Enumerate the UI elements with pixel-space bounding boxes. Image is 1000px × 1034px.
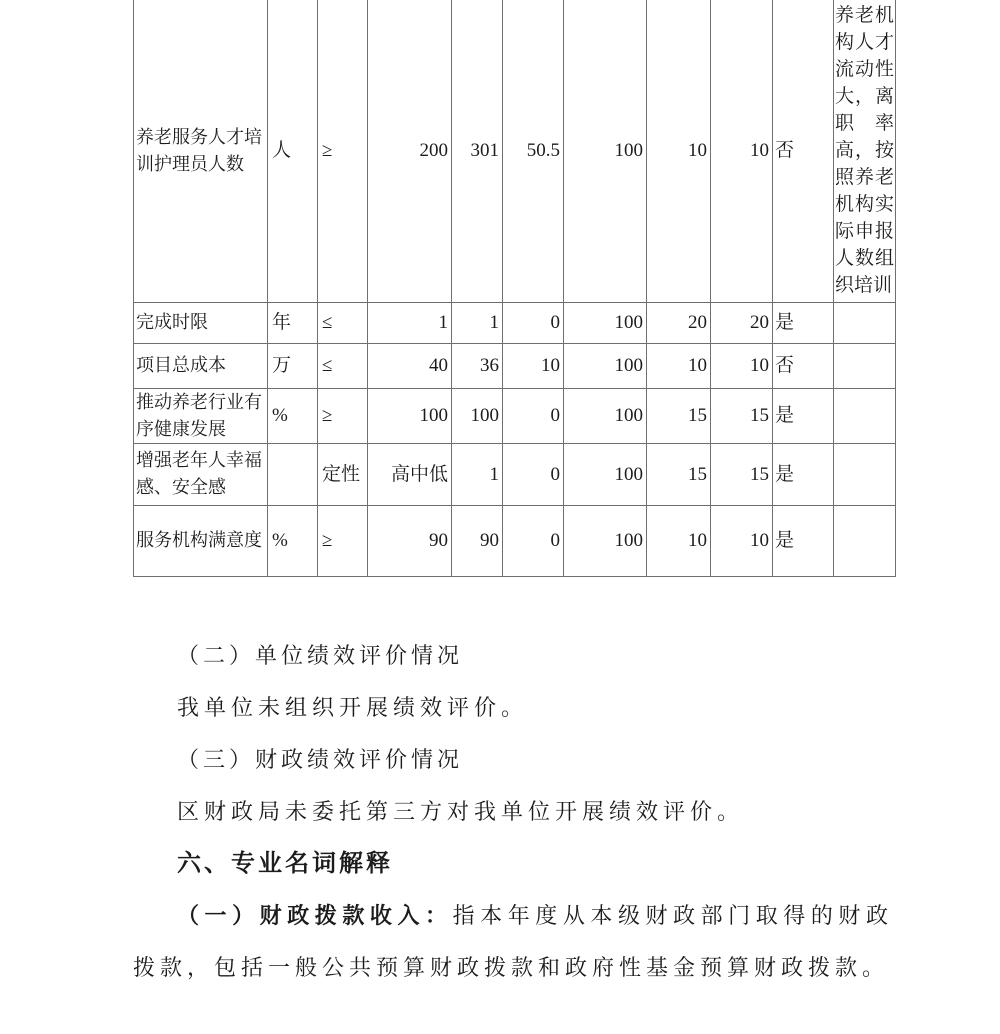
cell-deviation-note	[834, 505, 896, 576]
cell-target-value: 200	[368, 0, 452, 302]
cell-deviation: 0	[503, 443, 564, 505]
cell-target-value: 40	[368, 343, 452, 388]
cell-achieved-flag: 是	[773, 388, 834, 443]
cell-achieved-flag: 是	[773, 302, 834, 343]
heading-unit-evaluation: （二）单位绩效评价情况	[177, 642, 464, 668]
cell-score-rate: 100	[564, 302, 647, 343]
cell-actual-value: 1	[452, 302, 503, 343]
cell-actual-value: 36	[452, 343, 503, 388]
cell-deviation-note	[834, 388, 896, 443]
cell-deviation: 0	[503, 302, 564, 343]
cell-achieved-flag: 是	[773, 443, 834, 505]
table-row	[134, 505, 896, 576]
cell-direction: 定性	[318, 443, 368, 505]
cell-actual-value: 100	[452, 388, 503, 443]
body-text	[133, 630, 893, 994]
table-row	[134, 302, 896, 343]
cell-target-value: 1	[368, 302, 452, 343]
table-row	[134, 0, 896, 302]
cell-deviation-note: 养老机构人才流动性大，离职率高，按照养老机构实际申报人数组织培训	[834, 0, 896, 302]
cell-direction: ≥	[318, 505, 368, 576]
cell-deviation: 0	[503, 505, 564, 576]
term-1-definition: 指本年度从本级财政部门取得的财政拨款，包括一般公共预算财政拨款和政府性基金预算财政拨款。	[133, 902, 893, 980]
cell-indicator-name: 项目总成本	[134, 343, 268, 388]
cell-target-value: 高中低	[368, 443, 452, 505]
term-1-title: （一）财政拨款收入：	[177, 902, 453, 928]
cell-unit: 年	[268, 302, 318, 343]
cell-deviation-note	[834, 343, 896, 388]
cell-points: 10	[711, 343, 773, 388]
cell-deviation-note	[834, 302, 896, 343]
table-row	[134, 443, 896, 505]
cell-actual-value: 1	[452, 443, 503, 505]
cell-weight: 10	[647, 343, 711, 388]
cell-achieved-flag: 否	[773, 343, 834, 388]
cell-score-rate: 100	[564, 505, 647, 576]
cell-indicator-name: 养老服务人才培训护理员人数	[134, 0, 268, 302]
cell-achieved-flag: 是	[773, 505, 834, 576]
heading-term-definitions: 六、专业名词解释	[177, 849, 393, 877]
cell-achieved-flag: 否	[773, 0, 834, 302]
cell-deviation: 50.5	[503, 0, 564, 302]
cell-score-rate: 100	[564, 0, 647, 302]
performance-indicator-table	[133, 0, 896, 577]
cell-unit	[268, 443, 318, 505]
table-row	[134, 343, 896, 388]
cell-points: 10	[711, 0, 773, 302]
cell-target-value: 90	[368, 505, 452, 576]
cell-weight: 10	[647, 505, 711, 576]
cell-score-rate: 100	[564, 388, 647, 443]
cell-deviation: 0	[503, 388, 564, 443]
paragraph-fiscal-evaluation: 区财政局未委托第三方对我单位开展绩效评价。	[177, 798, 745, 824]
cell-direction: ≥	[318, 0, 368, 302]
cell-unit: %	[268, 505, 318, 576]
cell-direction: ≤	[318, 343, 368, 388]
cell-deviation-note	[834, 443, 896, 505]
cell-unit: %	[268, 388, 318, 443]
cell-actual-value: 90	[452, 505, 503, 576]
cell-indicator-name: 推动养老行业有序健康发展	[134, 388, 268, 443]
cell-score-rate: 100	[564, 443, 647, 505]
cell-direction: ≤	[318, 302, 368, 343]
cell-points: 15	[711, 443, 773, 505]
cell-indicator-name: 增强老年人幸福感、安全感	[134, 443, 268, 505]
cell-points: 10	[711, 505, 773, 576]
cell-unit: 人	[268, 0, 318, 302]
table-row	[134, 388, 896, 443]
cell-actual-value: 301	[452, 0, 503, 302]
cell-indicator-name: 服务机构满意度	[134, 505, 268, 576]
heading-fiscal-evaluation: （三）财政绩效评价情况	[177, 746, 464, 772]
cell-unit: 万	[268, 343, 318, 388]
cell-weight: 20	[647, 302, 711, 343]
cell-weight: 15	[647, 388, 711, 443]
cell-score-rate: 100	[564, 343, 647, 388]
cell-target-value: 100	[368, 388, 452, 443]
cell-points: 20	[711, 302, 773, 343]
cell-weight: 10	[647, 0, 711, 302]
cell-points: 15	[711, 388, 773, 443]
cell-direction: ≥	[318, 388, 368, 443]
paragraph-unit-evaluation: 我单位未组织开展绩效评价。	[177, 694, 529, 720]
cell-deviation: 10	[503, 343, 564, 388]
cell-weight: 15	[647, 443, 711, 505]
cell-indicator-name: 完成时限	[134, 302, 268, 343]
paragraph-term-definition-1	[133, 890, 893, 994]
